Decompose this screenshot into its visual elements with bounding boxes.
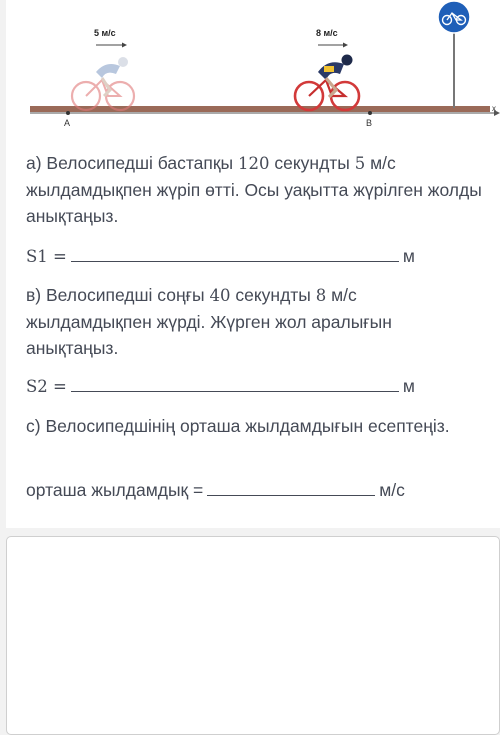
cyclist-diagram	[6, 0, 500, 140]
question-c-text: с) Велосипедшінің орташа жылдамдығын есептеңіз.	[26, 416, 450, 436]
cyclist-end	[295, 55, 359, 111]
speed2-label: 8 м/с	[316, 28, 338, 38]
question-b-text: в) Велосипедші соңғы 40 секундты 8 м/с жылдамдықпен жүрді. Жүрген жол аралығын анықтаңыз.	[26, 285, 392, 358]
answer-avg-unit: м/с	[379, 480, 405, 500]
answer-s2-row	[26, 376, 415, 397]
answer-s1-unit: м	[402, 246, 415, 266]
answer-avg-row	[26, 480, 405, 501]
answer-s2-blank[interactable]	[71, 377, 399, 392]
answer-avg-label: орташа жылдамдық =	[26, 480, 204, 500]
answer-input-area[interactable]	[6, 536, 500, 735]
question-card	[6, 0, 500, 528]
cyclist-start	[72, 57, 134, 110]
road	[30, 106, 490, 112]
bicycle-road-sign-icon	[438, 1, 470, 33]
point-a-dot	[66, 111, 70, 115]
point-b-dot	[368, 111, 372, 115]
answer-s1-row	[26, 246, 415, 267]
x-axis-label: x	[492, 104, 496, 113]
answer-s2-unit: м	[402, 376, 415, 396]
answer-avg-blank[interactable]	[207, 481, 375, 496]
question-a-text: а) Велосипедші бастапқы 120 секундты 5 м/с жылдамдықпен жүріп өтті. Осы уақытта жүрілген жолды анықтаңыз.	[26, 153, 482, 226]
answer-s2-label: S2 =	[26, 377, 67, 396]
answer-s1-label: S1 =	[26, 247, 67, 266]
point-b-label: B	[366, 118, 373, 128]
answer-s1-blank[interactable]	[71, 247, 399, 262]
cyclist-figure	[6, 0, 500, 140]
speed1-label: 5 м/с	[94, 28, 116, 38]
point-a-label: A	[64, 118, 71, 128]
